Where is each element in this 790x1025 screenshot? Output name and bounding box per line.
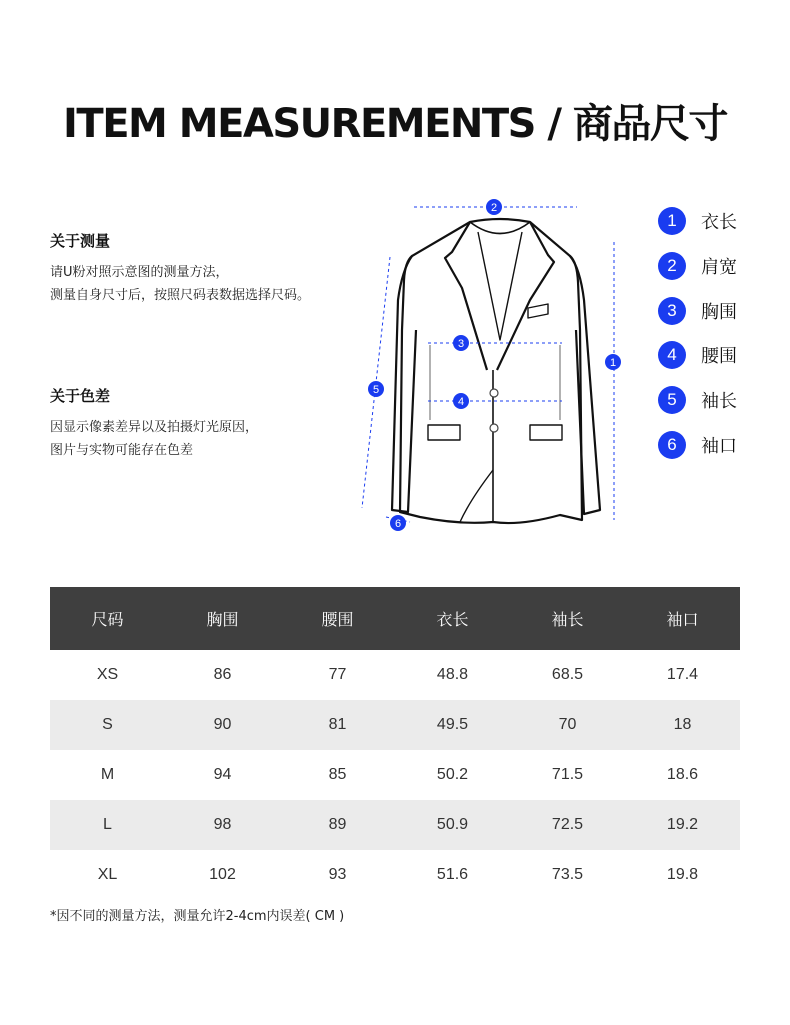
legend-number-badge: 4 xyxy=(658,341,686,369)
table-cell: 68.5 xyxy=(551,666,584,683)
table-cell: XL xyxy=(97,866,118,883)
table-cell: 85 xyxy=(328,766,347,783)
table-cell: 50.9 xyxy=(395,800,510,850)
table-cell: 94 xyxy=(213,766,232,783)
measure-note xyxy=(50,230,370,307)
marker-label-6: 6 xyxy=(394,518,402,530)
table-cell: M xyxy=(100,766,115,783)
legend-item xyxy=(658,340,737,370)
button-icon xyxy=(490,389,498,397)
legend-label: 胸围 xyxy=(701,301,737,323)
legend-label: 腰围 xyxy=(701,346,737,368)
table-cell: 98 xyxy=(165,800,280,850)
measurement-footnote: *因不同的测量方法，测量允许2-4cm内误差( CM ) xyxy=(50,909,345,924)
table-cell: 86 xyxy=(213,666,232,683)
table-cell: 90 xyxy=(165,700,280,750)
legend-label: 衣长 xyxy=(701,212,737,233)
legend-number-badge: 6 xyxy=(658,431,686,459)
table-cell: 51.6 xyxy=(436,866,469,883)
table-cell: 18 xyxy=(625,700,740,750)
page-title: ITEM MEASUREMENTS / 商品尺寸 xyxy=(63,101,727,147)
jacket-diagram xyxy=(350,190,640,540)
color-note-line: 因显示像素差异以及拍摄灯光原因， xyxy=(50,420,259,435)
measure-note-line: 测量自身尺寸后，按照尺码表数据选择尺码。 xyxy=(50,288,311,303)
table-cell: L xyxy=(50,800,165,850)
table-row xyxy=(50,850,740,900)
legend-number-badge: 1 xyxy=(658,207,686,235)
marker-label-3: 3 xyxy=(457,338,465,350)
table-cell: XS xyxy=(96,666,119,683)
table-cell: 73.5 xyxy=(551,866,584,883)
table-cell: 72.5 xyxy=(510,800,625,850)
measure-note-heading: 关于测量 xyxy=(50,232,111,250)
measure-note-line: 请U粉对照示意图的测量方法， xyxy=(50,265,229,280)
table-cell: 17.4 xyxy=(666,666,699,683)
table-cell: 18.6 xyxy=(666,766,699,783)
column-header: 袖口 xyxy=(625,587,740,650)
column-header: 衣长 xyxy=(395,587,510,650)
jacket-outline xyxy=(392,219,600,523)
table-cell: 71.5 xyxy=(551,766,584,783)
button-icon xyxy=(490,424,498,432)
color-note-line: 图片与实物可能存在色差 xyxy=(50,443,194,458)
table-cell: 89 xyxy=(280,800,395,850)
table-row xyxy=(50,750,740,800)
table-row xyxy=(50,800,740,850)
table-row xyxy=(50,650,740,700)
column-header: 尺码 xyxy=(50,587,165,650)
table-cell: 50.2 xyxy=(436,766,469,783)
legend-item xyxy=(658,296,737,326)
table-cell: 81 xyxy=(280,700,395,750)
marker-label-2: 2 xyxy=(490,202,498,214)
legend-number-badge: 5 xyxy=(658,386,686,414)
marker-label-1: 1 xyxy=(609,357,617,369)
table-cell: S xyxy=(50,700,165,750)
table-cell: 48.8 xyxy=(436,666,469,683)
measurement-legend xyxy=(658,206,737,475)
legend-number-badge: 3 xyxy=(658,297,686,325)
table-cell: 19.2 xyxy=(625,800,740,850)
table-row xyxy=(50,700,740,750)
marker-label-4: 4 xyxy=(457,396,465,408)
column-header: 袖长 xyxy=(510,587,625,650)
size-table xyxy=(50,587,740,900)
column-header: 腰围 xyxy=(280,587,395,650)
legend-number-badge: 2 xyxy=(658,252,686,280)
marker-label-5: 5 xyxy=(372,384,380,396)
legend-label: 袖长 xyxy=(701,391,737,413)
legend-item xyxy=(658,430,737,460)
table-header-row xyxy=(50,587,740,650)
column-header: 胸围 xyxy=(165,587,280,650)
table-cell: 77 xyxy=(328,666,347,683)
color-note xyxy=(50,385,370,462)
table-cell: 19.8 xyxy=(666,866,699,883)
table-cell: 70 xyxy=(510,700,625,750)
legend-label: 肩宽 xyxy=(701,256,737,278)
legend-item xyxy=(658,251,737,281)
legend-label: 袖口 xyxy=(701,435,737,457)
table-cell: 102 xyxy=(209,866,236,883)
legend-item xyxy=(658,385,737,415)
table-cell: 49.5 xyxy=(395,700,510,750)
legend-item xyxy=(658,206,737,236)
table-cell: 93 xyxy=(328,866,347,883)
color-note-heading: 关于色差 xyxy=(50,387,111,405)
